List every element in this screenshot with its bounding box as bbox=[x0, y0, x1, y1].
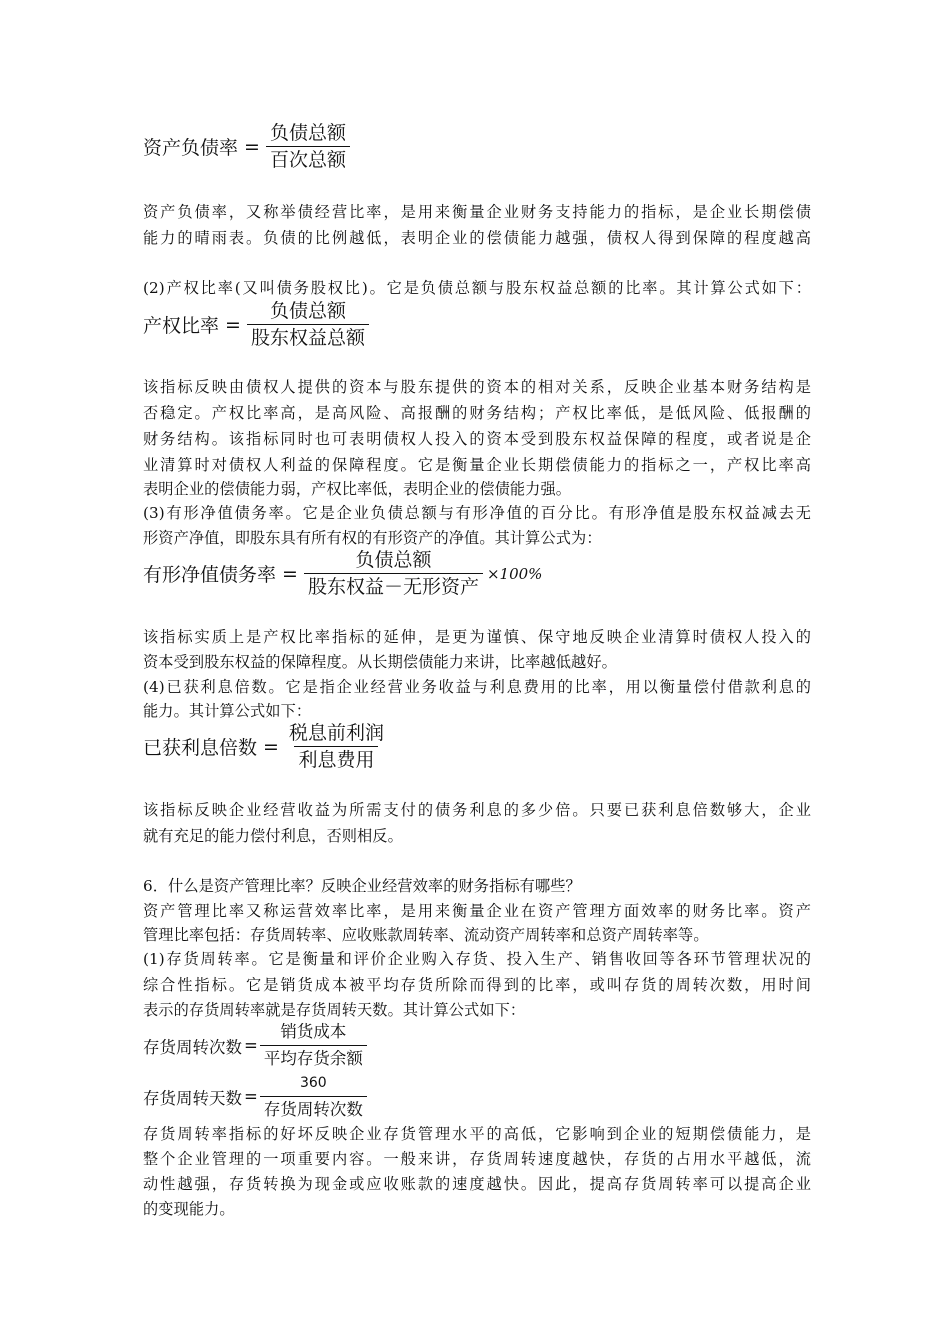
paragraph-line: 形资产净值，即股东具有所有权的有形资产的净值。其计算公式为： bbox=[143, 529, 602, 547]
paragraph-line: 就有充足的能力偿付利息，否则相反。 bbox=[143, 827, 403, 845]
formula-debt-ratio bbox=[143, 122, 350, 171]
paragraph-line: 该指标反映企业经营收益为所需支付的债务利息的多少倍。只要已获利息倍数够大，企业 bbox=[143, 801, 811, 819]
paragraph-line: 能力的晴雨表。负债的比例越低，表明企业的偿债能力越强，债权人得到保障的程度越高 bbox=[143, 229, 811, 247]
denominator: 股东权益总额 bbox=[247, 324, 369, 349]
formula-label: 存货周转次数 bbox=[143, 1037, 242, 1057]
paragraph-line: 动性越强，存货转换为现金或应收账款的速度越快。因此，提高存货周转率可以提高企业 bbox=[143, 1175, 811, 1193]
fraction bbox=[260, 1072, 367, 1121]
numerator: 销货成本 bbox=[280, 1022, 347, 1041]
formula-equity-ratio bbox=[143, 300, 369, 349]
formula-label: 已获利息倍数 bbox=[143, 737, 258, 759]
paragraph-line: (4)已获利息倍数。它是指企业经营业务收益与利息费用的比率，用以衡量偿付借款利息的 bbox=[143, 678, 811, 696]
equals-sign: = bbox=[244, 135, 260, 158]
paragraph-line: 该指标反映由债权人提供的资本与股东提供的资本的相对关系，反映企业基本财务结构是 bbox=[143, 378, 811, 396]
equals-sign: = bbox=[244, 1036, 258, 1055]
equals-sign: = bbox=[263, 735, 279, 758]
paragraph-line: 的变现能力。 bbox=[143, 1200, 235, 1218]
denominator: 股东权益－无形资产 bbox=[304, 573, 483, 598]
paragraph-line: 整个企业管理的一项重要内容。一般来讲，存货周转速度越快，存货的占用水平越低，流 bbox=[143, 1150, 811, 1168]
paragraph-line: 资产负债率，又称举债经营比率，是用来衡量企业财务支持能力的指标，是企业长期偿债 bbox=[143, 203, 811, 221]
fraction bbox=[247, 300, 369, 349]
fraction bbox=[266, 122, 350, 171]
denominator: 存货周转次数 bbox=[260, 1096, 367, 1121]
formula-inventory-days bbox=[143, 1072, 367, 1121]
paragraph-line: 管理比率包括：存货周转率、应收账款周转率、流动资产周转率和总资产周转率等。 bbox=[143, 926, 709, 944]
formula-label: 存货周转天数 bbox=[143, 1088, 242, 1108]
formula-tangible-ratio bbox=[143, 549, 542, 598]
numerator: 负债总额 bbox=[269, 122, 346, 144]
paragraph-line: 否稳定。产权比率高，是高风险、高报酬的财务结构；产权比率低，是低风险、低报酬的 bbox=[143, 404, 811, 422]
formula-label: 产权比率 bbox=[143, 315, 220, 337]
denominator: 百次总额 bbox=[266, 146, 350, 171]
paragraph-line: (3)有形净值债务率。它是企业负债总额与有形净值的百分比。有形净值是股东权益减去无 bbox=[143, 504, 811, 522]
formula-label: 有形净值债务率 bbox=[143, 564, 277, 586]
paragraph-line: 资产管理比率又称运营效率比率，是用来衡量企业在资产管理方面效率的财务比率。资产 bbox=[143, 902, 811, 920]
paragraph-line: 表明企业的偿债能力弱，产权比率低，表明企业的偿债能力强。 bbox=[143, 480, 572, 498]
formula-inventory-times bbox=[143, 1021, 367, 1070]
paragraph-line: (1)存货周转率。它是衡量和评价企业购入存货、投入生产、销售收回等各环节管理状况的 bbox=[143, 950, 811, 968]
fraction bbox=[304, 549, 483, 598]
percent-suffix: ×100% bbox=[486, 564, 543, 583]
denominator: 利息费用 bbox=[294, 746, 378, 771]
section-heading: 6．什么是资产管理比率？反映企业经营效率的财务指标有哪些？ bbox=[143, 877, 581, 895]
equals-sign: = bbox=[282, 562, 298, 585]
formula-label: 资产负债率 bbox=[143, 137, 239, 159]
fraction bbox=[260, 1021, 367, 1070]
equals-sign: = bbox=[244, 1087, 258, 1106]
paragraph-line: 资本受到股东权益的保障程度。从长期偿债能力来讲，比率越低越好。 bbox=[143, 653, 617, 671]
paragraph-line: 该指标实质上是产权比率指标的延伸，是更为谨慎、保守地反映企业清算时债权人投入的 bbox=[143, 628, 811, 646]
paragraph-line: 业清算时对债权人利益的保障程度。它是衡量企业长期偿债能力的指标之一，产权比率高 bbox=[143, 456, 811, 474]
paragraph-line: 存货周转率指标的好坏反映企业存货管理水平的高低，它影响到企业的短期偿债能力，是 bbox=[143, 1125, 811, 1143]
numerator: 负债总额 bbox=[355, 549, 432, 571]
denominator: 平均存货余额 bbox=[260, 1045, 367, 1070]
numerator: 负债总额 bbox=[269, 300, 346, 322]
fraction bbox=[285, 722, 388, 771]
numerator: 税息前利润 bbox=[288, 722, 384, 744]
formula-interest-times bbox=[143, 722, 388, 771]
numerator: 360 bbox=[299, 1075, 327, 1091]
paragraph-line: (2)产权比率(又叫债务股权比)。它是负债总额与股东权益总额的比率。其计算公式如下： bbox=[143, 279, 811, 297]
paragraph-line: 表示的存货周转率就是存货周转天数。其计算公式如下： bbox=[143, 1001, 526, 1019]
paragraph-line: 综合性指标。它是销货成本被平均存货所除而得到的比率，或叫存货的周转次数，用时间 bbox=[143, 976, 811, 994]
paragraph-line: 能力。其计算公式如下： bbox=[143, 702, 312, 720]
equals-sign: = bbox=[225, 313, 241, 336]
paragraph-line: 财务结构。该指标同时也可表明债权人投入的资本受到股东权益保障的程度，或者说是企 bbox=[143, 430, 811, 448]
